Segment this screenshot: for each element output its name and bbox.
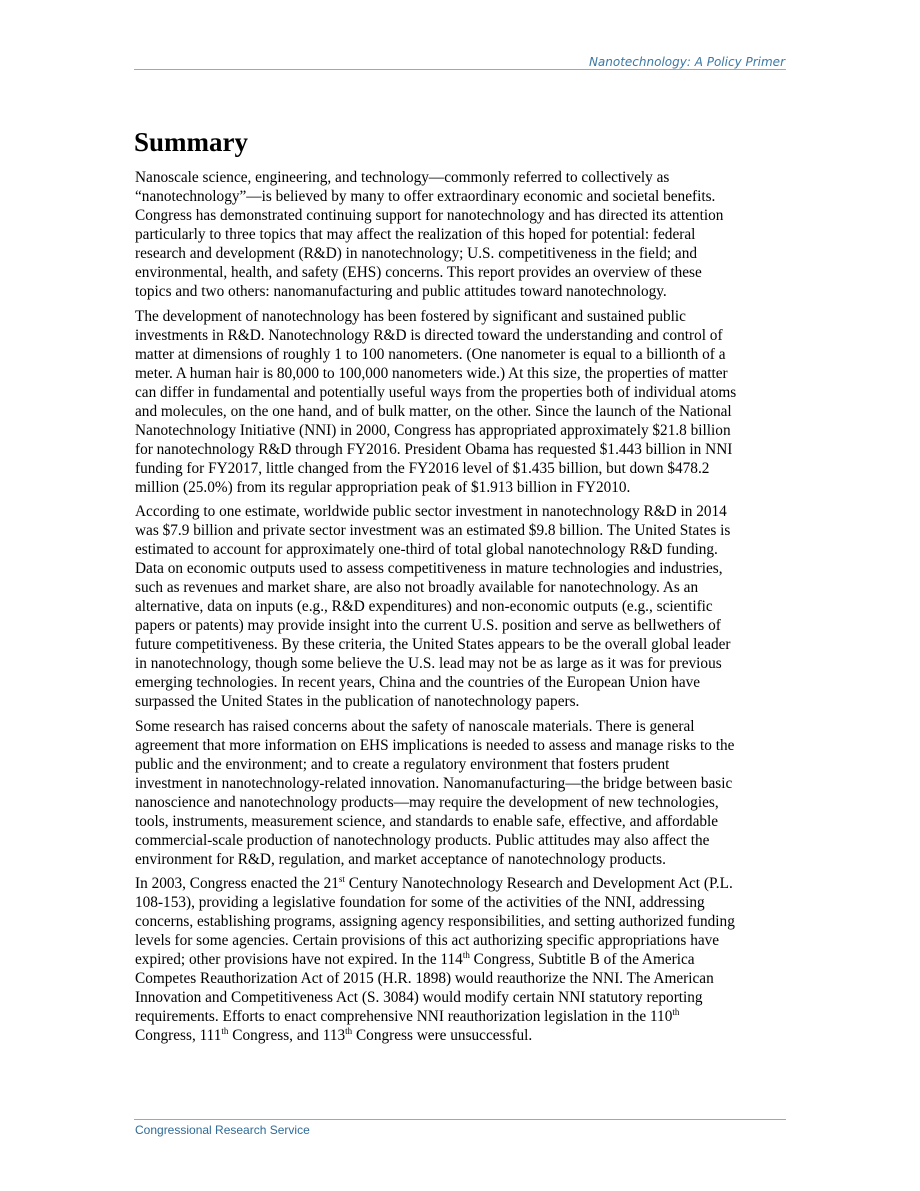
paragraph-5 bbox=[135, 874, 790, 1045]
text-line: Innovation and Competitiveness Act (S. 3084) would modify certain NNI statutory reporting bbox=[135, 989, 703, 1006]
text-line: in nanotechnology, though some believe the U.S. lead may not be as large as it was for previous bbox=[135, 655, 722, 672]
text-fragment: Congress, Subtitle B of the America bbox=[469, 951, 695, 968]
text-line: investments in R&D. Nanotechnology R&D is directed toward the understanding and control of bbox=[135, 326, 723, 344]
text-line bbox=[135, 1026, 790, 1045]
text-line: research and development (R&D) in nanotechnology; U.S. competitiveness in the field; and bbox=[135, 245, 698, 262]
text-line: estimated to account for approximately one-third of total global nanotechnology R&D funding. bbox=[135, 541, 718, 558]
text-fragment: In 2003, Congress enacted the 21 bbox=[135, 875, 339, 892]
header-divider bbox=[134, 69, 786, 70]
text-line bbox=[135, 950, 790, 969]
text-fragment: Century Nanotechnology Research and Development Act (P.L. bbox=[344, 875, 733, 892]
text-line: According to one estimate, worldwide public sector investment in nanotechnology R&D in 2014 bbox=[135, 503, 727, 520]
text-line: levels for some agencies. Certain provisions of this act authorizing specific appropriations have bbox=[135, 932, 720, 949]
text-line: million (25.0%) from its regular appropriation peak of $1.913 billion in FY2010. bbox=[135, 478, 631, 496]
superscript: th bbox=[221, 1026, 229, 1036]
footer-publisher: Congressional Research Service bbox=[135, 1123, 310, 1137]
text-fragment: requirements. Efforts to enact comprehensive NNI reauthorization legislation in the 110 bbox=[135, 1008, 673, 1025]
text-line: environmental, health, and safety (EHS) concerns. This report provides an overview of these bbox=[135, 264, 702, 281]
superscript: th bbox=[462, 950, 470, 960]
text-fragment: Congress, 111 bbox=[135, 1027, 222, 1044]
text-line: public and the environment; and to create a regulatory environment that fosters prudent bbox=[135, 755, 670, 773]
text-line bbox=[135, 1007, 790, 1026]
text-line: papers or patents) may provide insight into the current U.S. position and serve as bellwethers of bbox=[135, 617, 721, 634]
text-line: environment for R&D, regulation, and market acceptance of nanotechnology products. bbox=[135, 850, 666, 868]
text-line: surpassed the United States in the publication of nanotechnology papers. bbox=[135, 693, 580, 710]
text-line: investment in nanotechnology-related innovation. Nanomanufacturing—the bridge between basic bbox=[135, 774, 733, 792]
paragraph-2 bbox=[135, 307, 790, 497]
text-line: Congress has demonstrated continuing support for nanotechnology and has directed its attention bbox=[135, 207, 724, 224]
text-line: future competitiveness. By these criteria, the United States appears to be the overall global leader bbox=[135, 636, 731, 653]
text-line: Nanotechnology Initiative (NNI) in 2000, Congress has appropriated approximately $21.8 billion bbox=[135, 421, 731, 439]
paragraph-3 bbox=[135, 502, 790, 711]
paragraph-1 bbox=[135, 168, 790, 301]
text-line: and molecules, on the one hand, and of bulk matter, on the other. Since the launch of the National bbox=[135, 402, 732, 420]
text-line: for nanotechnology R&D through FY2016. President Obama has requested $1.443 billion in NNI bbox=[135, 440, 733, 458]
text-line: particularly to three topics that may affect the realization of this hoped for potential: federal bbox=[135, 226, 696, 243]
text-line: such as revenues and market share, are also not broadly available for nanotechnology. As an bbox=[135, 579, 699, 596]
text-line: agreement that more information on EHS implications is needed to assess and manage risks to the bbox=[135, 736, 735, 754]
superscript: st bbox=[338, 874, 345, 884]
text-line: Some research has raised concerns about the safety of nanoscale materials. There is general bbox=[135, 717, 695, 735]
text-fragment: Congress were unsuccessful. bbox=[352, 1027, 533, 1044]
text-line bbox=[135, 874, 790, 893]
section-heading: Summary bbox=[134, 127, 248, 157]
text-line: Data on economic outputs used to assess competitiveness in mature technologies and industries, bbox=[135, 560, 723, 577]
text-line: tools, instruments, measurement science, and standards to enable safe, effective, and affordable bbox=[135, 812, 719, 830]
text-line: nanoscience and nanotechnology products—may require the development of new technologies, bbox=[135, 793, 719, 811]
text-fragment: expired; other provisions have not expired. In the 114 bbox=[135, 951, 463, 968]
text-line: Nanoscale science, engineering, and technology—commonly referred to collectively as bbox=[135, 169, 670, 186]
text-line: concerns, establishing programs, assigning agency responsibilities, and setting authorized funding bbox=[135, 913, 735, 930]
superscript: th bbox=[345, 1026, 353, 1036]
text-line: funding for FY2017, little changed from the FY2016 level of $1.435 billion, but down $478.2 bbox=[135, 459, 710, 477]
text-line: emerging technologies. In recent years, China and the countries of the European Union have bbox=[135, 674, 701, 691]
text-line: meter. A human hair is 80,000 to 100,000 nanometers wide.) At this size, the properties of matter bbox=[135, 364, 728, 382]
superscript: th bbox=[672, 1007, 680, 1017]
text-line: Competes Reauthorization Act of 2015 (H.R. 1898) would reauthorize the NNI. The American bbox=[135, 970, 714, 987]
text-line: was $7.9 billion and private sector investment was an estimated $9.8 billion. The United States is bbox=[135, 522, 731, 539]
text-line: alternative, data on inputs (e.g., R&D expenditures) and non-economic outputs (e.g., scientific bbox=[135, 598, 713, 615]
summary-body bbox=[135, 168, 790, 1051]
running-header-title: Nanotechnology: A Policy Primer bbox=[588, 55, 785, 69]
text-line: matter at dimensions of roughly 1 to 100 nanometers. (One nanometer is equal to a billionth of a bbox=[135, 345, 726, 363]
text-line: The development of nanotechnology has been fostered by significant and sustained public bbox=[135, 307, 686, 325]
footer-divider bbox=[134, 1119, 786, 1120]
text-line: 108-153), providing a legislative foundation for some of the activities of the NNI, addressing bbox=[135, 894, 705, 911]
text-line: commercial-scale production of nanotechnology products. Public attitudes may also affect the bbox=[135, 831, 710, 849]
text-line: topics and two others: nanomanufacturing and public attitudes toward nanotechnology. bbox=[135, 283, 667, 300]
text-fragment: Congress, and 113 bbox=[228, 1027, 346, 1044]
text-line: “nanotechnology”—is believed by many to offer extraordinary economic and societal benefits. bbox=[135, 188, 716, 205]
text-line: can differ in fundamental and potentially useful ways from the properties both of individual atoms bbox=[135, 383, 737, 401]
paragraph-4 bbox=[135, 717, 790, 869]
